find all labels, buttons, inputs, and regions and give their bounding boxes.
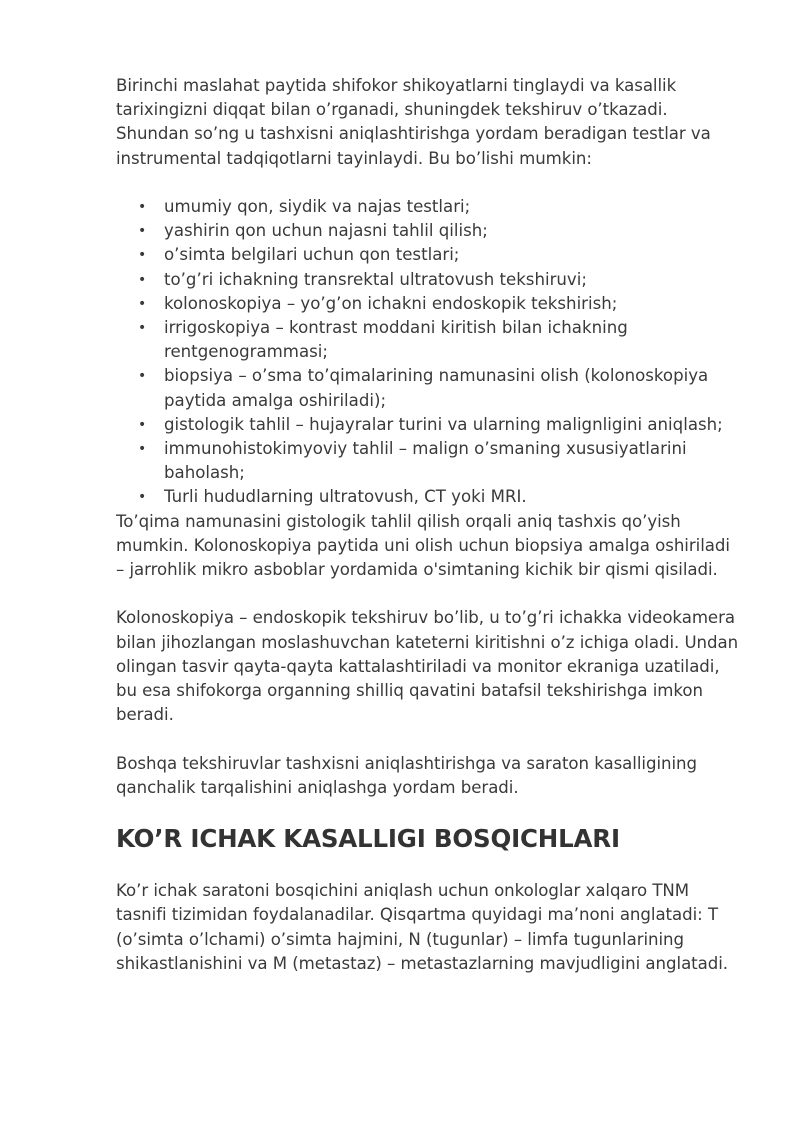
list-item [138,437,740,485]
list-item-text: to’g’ri ichakning transrektal ultratovush tekshiruvi; [164,269,587,289]
bullet-icon: • [138,320,147,337]
section-heading: KO’R ICHAK KASALLIGI BOSQICHLARI [116,824,620,854]
tests-list [116,195,740,510]
list-item [138,268,740,292]
list-item-text: umumiy qon, siydik va najas testlari; [164,197,471,216]
biopsy-paragraph: To’qima namunasini gistologik tahlil qilish orqali aniq tashxis qo’yish mumkin. Kolonoskopiya paytida uni olish uchun biopsiya amalga oshiriladi – jarrohlik mikro asboblar yordamida o'simtaning kichik bir qismi qisiladi. [116,511,730,580]
list-item-text: Turli hududlarning ultratovush, CT yoki MRI. [164,487,527,507]
bullet-icon: • [138,223,147,240]
list-item [138,364,740,412]
bullet-icon: • [138,489,147,506]
list-item-text: yashirin qon uchun najasni tahlil qilish; [164,221,488,241]
list-item-text: kolonoskopiya – yo’g’on ichakni endoskopik tekshirish; [164,293,618,313]
list-item [138,413,740,437]
list-item [138,243,740,267]
list-item [138,219,740,243]
colonoscopy-paragraph: Kolonoskopiya – endoskopik tekshiruv bo’lib, u to’g’ri ichakka videokamera bilan jihozlangan moslashuvchan kateterni kiritishni o’z ichiga oladi. Undan olingan tasvir qayta-qayta kattalashtiriladi va monitor ekraniga uzatiladi, bu esa shifokorga organning shilliq qavatini batafsil tekshirishga imkon beradi. [116,608,739,725]
intro-paragraph: Birinchi maslahat paytida shifokor shikoyatlarni tinglaydi va kasallik tarixingizni diqqat bilan o’rganadi, shuningdek tekshiruv o’tkazadi. Shundan so’ng u tashxisni aniqlashtirishga yordam beradigan testlar va instrumental tadqiqotlarni tayinlaydi. Bu bo’lishi mumkin: [116,76,711,168]
list-item [138,292,740,316]
bullet-icon: • [138,271,147,288]
bullet-icon: • [138,368,147,385]
list-item-text: gistologik tahlil – hujayralar turini va ularning malignligini aniqlash; [164,414,723,434]
list-item [138,316,740,364]
bullet-icon: • [138,247,147,264]
bullet-icon: • [138,295,147,312]
list-item-text: biopsiya – o’sma to’qimalarining namunasini olish (kolonoskopiya paytida amalga oshiriladi); [164,366,709,410]
list-item [138,195,740,219]
other-tests-paragraph: Boshqa tekshiruvlar tashxisni aniqlashtirishga va saraton kasalligining qanchalik tarqalishini aniqlashga yordam beradi. [116,753,697,797]
bullet-icon: • [138,441,147,458]
bullet-icon: • [138,416,147,433]
staging-paragraph: Ko’r ichak saratoni bosqichini aniqlash uchun onkologlar xalqaro TNM tasnifi tizimidan foydalanadilar. Qisqartma quyidagi ma’noni anglatadi: T (o’simta o’lchami) o’simta hajmini, N (tugunlar) – limfa tugunlarining shikastlanishini va M (metastaz) – metastazlarning mavjudligini anglatadi. [116,881,729,973]
list-item-text: irrigoskopiya – kontrast moddani kiritish bilan ichakning rentgenogrammasi; [164,318,628,362]
list-item-text: o’simta belgilari uchun qon testlari; [164,245,460,265]
bullet-icon: • [138,199,147,215]
list-item [138,485,740,509]
list-item-text: immunohistokimyoviy tahlil – malign o’smaning xususiyatlarini baholash; [164,439,687,483]
